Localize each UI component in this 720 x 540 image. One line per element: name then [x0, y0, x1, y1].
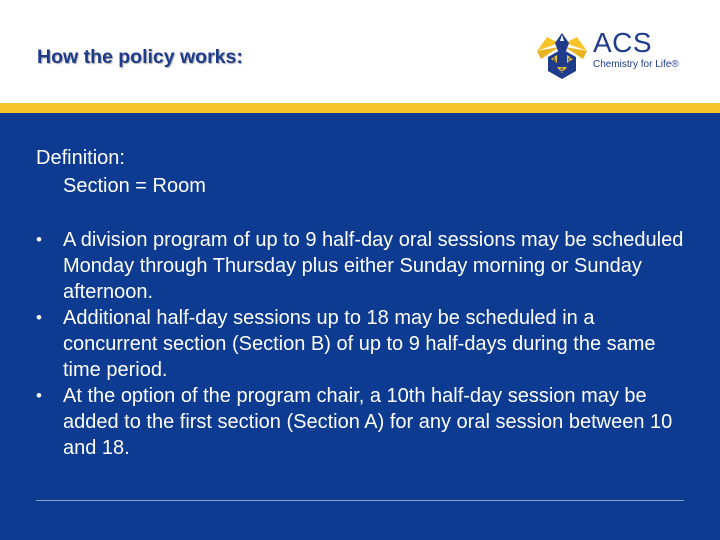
bullet-item: [36, 305, 688, 383]
bullet-item: [36, 227, 688, 305]
bullet-text: A division program of up to 9 half-day oral sessions may be scheduled Monday through Thursday plus either Sunday morning or Sunday afternoon.: [63, 229, 684, 303]
logo-tagline: Chemistry for Life®: [593, 59, 679, 70]
slide-header: [0, 0, 720, 103]
slide-title: How the policy works:: [37, 46, 243, 68]
slide-body: [36, 145, 696, 461]
bullet-item: [36, 383, 688, 461]
acs-logo: [533, 29, 693, 81]
definition-value: Section = Room: [63, 175, 206, 197]
emblem-letter-a: A: [552, 58, 557, 64]
bullet-text: At the option of the program chair, a 10th half-day session may be added to the first section (Section A) for any oral session between 10 and 18.: [63, 385, 673, 459]
emblem-letter-s: S: [560, 68, 565, 74]
policy-bullet-list: [36, 227, 696, 461]
bullet-dot-icon: •: [36, 308, 42, 327]
logo-wordmark: [593, 29, 679, 70]
acs-emblem-icon: [533, 29, 591, 81]
bullet-dot-icon: •: [36, 230, 42, 249]
footer-divider: [36, 500, 684, 501]
header-accent-bar: [0, 103, 720, 113]
logo-acs-text: ACS: [593, 27, 653, 58]
definition-label: Definition:: [36, 147, 125, 169]
bullet-text: Additional half-day sessions up to 18 may be scheduled in a concurrent section (Section B) of up to 9 half-days during the same time period.: [63, 307, 656, 381]
bullet-dot-icon: •: [36, 386, 42, 405]
emblem-letter-c: C: [568, 58, 573, 64]
